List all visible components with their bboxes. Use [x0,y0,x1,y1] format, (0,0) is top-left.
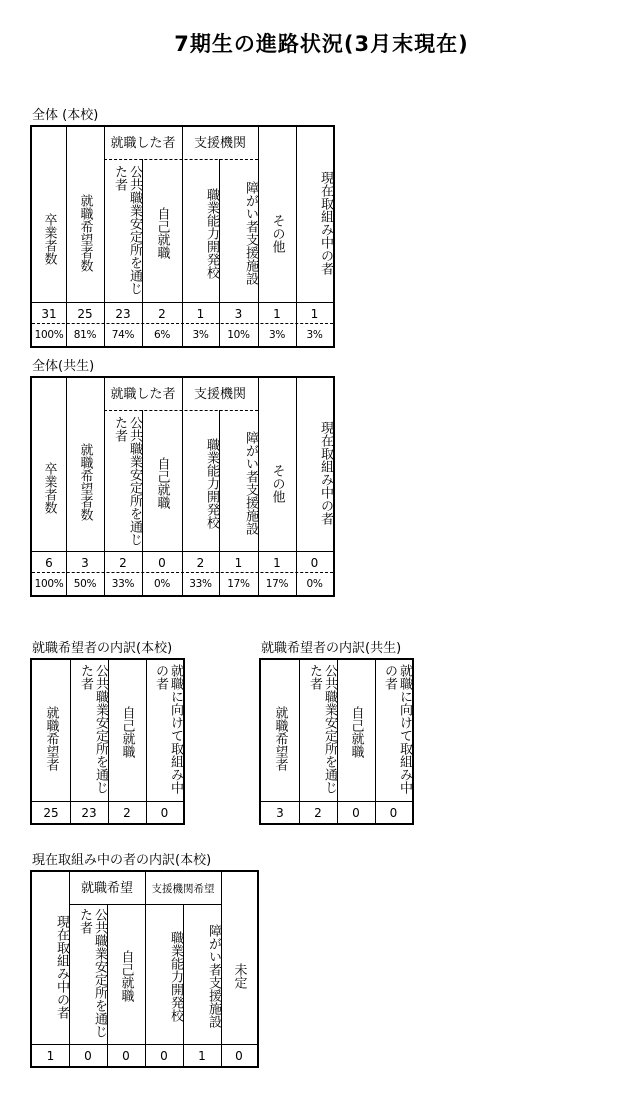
count-cell: 31 [41,307,57,321]
group-employed-label: 就職した者 [110,136,176,151]
count-cell: 3 [81,556,89,570]
header-hellowork: 公共職業安定所を通じた者 [112,416,142,546]
table-breakdown-main [30,658,185,825]
count-cell: 0 [352,806,360,820]
page-title: 7期生の進路状況(3月末現在) [174,32,469,56]
header-self-employed: 自己就職 [118,950,134,1002]
percent-cell: 33% [189,578,212,590]
group-employment-label: 就職希望 [80,881,133,896]
header-job-seekers: 就職希望者数 [77,194,93,272]
count-cell: 3 [234,307,243,321]
count-cell: 2 [314,806,322,820]
count-cell: 0 [158,556,166,570]
count-cell: 1 [234,556,243,570]
percent-cell: 3% [268,329,286,341]
table-kyosei-caption: 全体(共生) [32,359,95,374]
group-support-label: 支援機関希望 [151,883,215,895]
count-cell: 0 [389,806,398,820]
percent-cell: 33% [111,578,135,590]
count-cell: 25 [77,307,93,321]
count-cell: 1 [310,307,319,321]
table-kyosei [30,376,335,597]
header-ongoing: 現在取組み中の者 [54,915,69,1019]
count-cell: 1 [196,307,205,321]
count-cell: 1 [273,556,281,570]
header-disability-support: 障がい者支援施設 [243,431,258,535]
percent-cell: 100% [34,329,64,341]
percent-cell: 17% [227,578,250,590]
count-cell: 3 [276,806,284,820]
breakdown-main-caption: 就職希望者の内訳(本校) [32,641,173,656]
header-disability-support: 障がい者支援施設 [206,924,221,1028]
table-main-caption: 全体 (本校) [32,108,99,123]
percent-cell: 3% [192,329,209,341]
count-cell: 23 [115,307,131,321]
header-hellowork: 公共職業安定所を通じた者 [307,664,337,794]
percent-cell: 50% [73,578,97,590]
group-support-label: 支援機関 [193,136,246,151]
table-breakdown-kyosei [259,658,414,825]
count-cell: 0 [235,1049,243,1063]
count-cell: 1 [46,1049,55,1063]
group-employed-label: 就職した者 [110,387,176,402]
header-job-seekers: 就職希望者 [272,705,288,771]
count-cell: 2 [158,307,166,321]
header-undecided: 未定 [231,963,247,989]
count-cell: 6 [45,556,53,570]
count-cell: 2 [123,806,131,820]
header-self-employed: 自己就職 [119,706,135,758]
header-job-preparing: 就職に向けて取組み中の者 [382,664,412,794]
table-ongoing [30,870,259,1068]
header-self-employed: 自己就職 [154,457,170,509]
percent-cell: 3% [306,329,323,341]
count-cell: 0 [84,1049,92,1063]
header-job-preparing: 就職に向けて取組み中の者 [153,664,183,794]
percent-cell: 10% [227,329,250,341]
count-cell: 0 [310,556,319,570]
table-main [30,125,335,348]
percent-cell: 0% [306,578,323,590]
header-other: その他 [269,213,285,253]
ongoing-caption: 現在取組み中の者の内訳(本校) [32,853,212,868]
header-graduates: 卒業者数 [41,213,57,265]
percent-cell: 6% [153,329,171,341]
header-job-seekers: 就職希望者数 [77,443,93,521]
header-vocational-school: 職業能力開発校 [204,187,219,279]
header-vocational-school: 職業能力開発校 [204,437,219,529]
header-job-seekers: 就職希望者 [43,705,59,771]
header-ongoing: 現在取組み中の者 [318,171,333,275]
percent-cell: 74% [111,329,135,341]
group-support-label: 支援機関 [193,387,246,402]
header-self-employed: 自己就職 [154,207,170,259]
header-hellowork: 公共職業安定所を通じた者 [78,664,108,794]
count-cell: 0 [122,1049,130,1063]
count-cell: 0 [160,806,169,820]
header-self-employed: 自己就職 [348,706,364,758]
header-graduates: 卒業者数 [41,462,57,514]
count-cell: 2 [196,556,205,570]
breakdown-kyosei-caption: 就職希望者の内訳(共生) [261,641,402,656]
percent-cell: 17% [265,578,289,590]
header-hellowork: 公共職業安定所を通じた者 [112,165,142,295]
count-cell: 2 [119,556,127,570]
count-cell: 1 [273,307,281,321]
header-hellowork: 公共職業安定所を通じた者 [77,908,107,1038]
percent-cell: 81% [73,329,97,341]
header-vocational-school: 職業能力開発校 [168,930,183,1022]
header-ongoing: 現在取組み中の者 [318,421,333,525]
count-cell: 23 [81,806,97,820]
percent-cell: 100% [34,578,64,590]
percent-cell: 0% [153,578,171,590]
header-disability-support: 障がい者支援施設 [243,181,258,285]
count-cell: 25 [43,806,59,820]
header-other: その他 [269,463,285,503]
count-cell: 1 [198,1049,206,1063]
count-cell: 0 [160,1049,168,1063]
